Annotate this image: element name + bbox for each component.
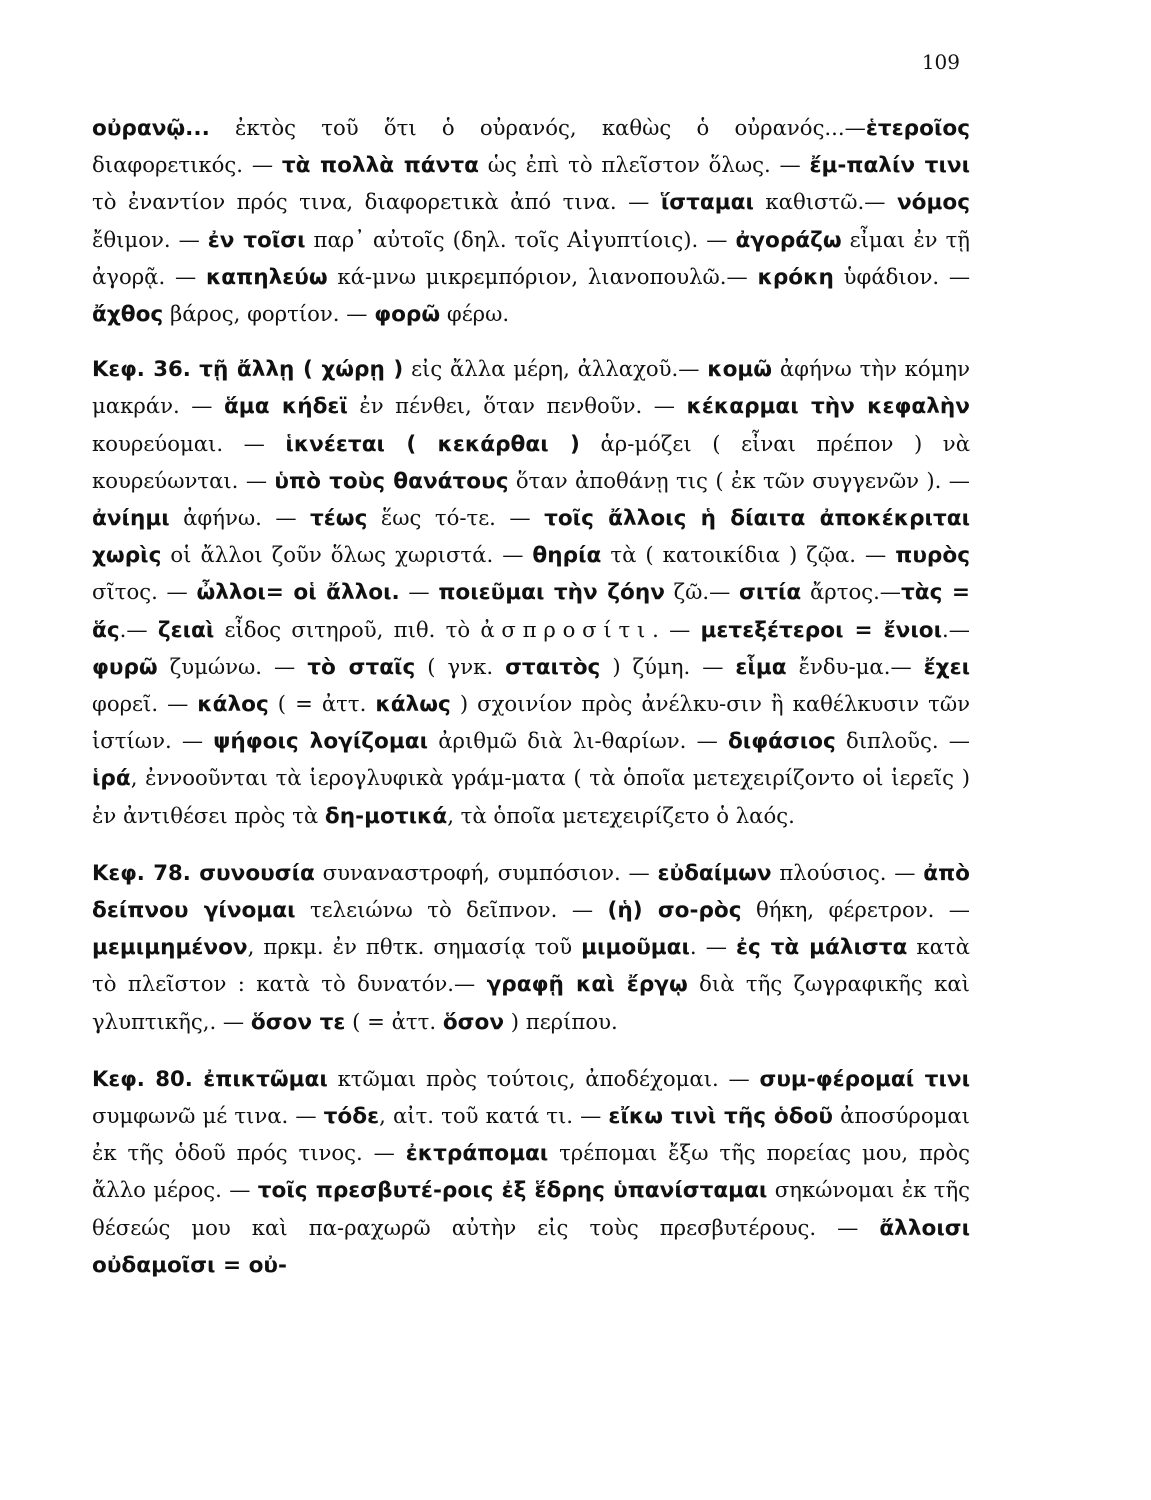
lemma-term: ἀπὸ δείπνου γίνομαι — [92, 860, 970, 924]
gloss-text: — — [399, 579, 439, 605]
lemma-term: ἅμα κήδεϊ — [223, 394, 348, 420]
gloss-text: κά-μνω μικρεμπόριον, λιανοπουλῶ.— — [327, 263, 758, 289]
gloss-text: ἐκτὸς τοῦ ὅτι ὁ οὐρανός, καθὼς ὁ οὐρανός...— — [209, 115, 866, 140]
lemma-term: φορῶ — [374, 302, 441, 328]
gloss-text: . — — [652, 616, 701, 642]
gloss-text: ἁρ-μόζει ( εἶναι πρέπον ) νὰ κουρεύωνται. — — [92, 430, 970, 493]
lemma-term: ὅσον τε — [250, 1009, 346, 1035]
lemma-term: τῇ ἄλλῃ ( χώρῃ ) — [199, 357, 404, 383]
lemma-term: φυρῶ — [92, 654, 158, 680]
gloss-text: .— — [942, 616, 970, 642]
gloss-text: πλούσιος. — — [771, 859, 924, 885]
gloss-text: διὰ τῆς ζωγραφικῆς καὶ γλυπτικῆς,. — — [92, 971, 970, 1034]
gloss-text: διπλοῦς. — — [835, 728, 970, 754]
lemma-term: συμ-φέρομαί τινι — [759, 1066, 970, 1092]
lemma-term: ὑπὸ τοὺς θανάτους — [274, 468, 509, 494]
gloss-text: ἕως τό-τε. — — [367, 505, 545, 531]
lemma-term: τοῖς ἄλλοις ἡ δίαιτα ἀποκέκριται χωρὶς — [92, 506, 970, 569]
page-number: 109 — [921, 50, 960, 74]
gloss-text: συμφωνῶ μέ τινα. — — [92, 1103, 324, 1129]
gloss-text: εἶμαι ἐν τῇ ἀγορᾷ. — — [92, 226, 970, 289]
lemma-term: σταιτὸς — [505, 654, 601, 680]
gloss-text: συναναστροφή, συμπόσιον. — — [314, 859, 658, 885]
commentary-paragraph-chapter-78 — [92, 855, 970, 1041]
gloss-text: ὅταν ἀποθάνῃ τις ( ἐκ τῶν συγγενῶν ). — — [508, 467, 970, 493]
lemma-term: μεμιμημένον — [92, 935, 248, 961]
lemma-term: τὰ πολλὰ πάντα — [281, 153, 479, 179]
gloss-text: σῖτος. — — [92, 579, 197, 605]
gloss-text: . — — [689, 934, 736, 960]
lemma-term: δη-μοτικά — [324, 803, 448, 829]
lemma-term: ψήφοις λογίζομαι — [213, 729, 429, 755]
lemma-term: ἔχει — [923, 654, 971, 680]
lemma-term: σιτία — [739, 580, 802, 606]
lemma-term: ὦλλοι= οἱ ἄλλοι. — [196, 580, 400, 606]
lemma-term: τὰς = ἅς — [92, 580, 970, 643]
lemma-term: θηρία — [532, 543, 602, 569]
lemma-term: νόμος — [896, 190, 971, 216]
lemma-term: κάλος — [197, 692, 269, 718]
gloss-text: ἔθιμον. — — [92, 226, 208, 252]
gloss-text: κουρεύομαι. — — [92, 430, 286, 456]
gloss-text: βάρος, φορτίον. — — [163, 301, 375, 327]
lemma-term: τὸ σταῖς — [307, 654, 416, 680]
gloss-text: ἄρτος.— — [801, 579, 901, 605]
lemma-term: ἐκτράπομαι — [405, 1141, 549, 1167]
gloss-text: ἔνδυ-μα.— — [786, 653, 924, 679]
gloss-text: ἐν πένθει, ὅταν πενθοῦν. — — [347, 393, 687, 419]
gloss-text: φέρω. — [440, 301, 510, 327]
lemma-term: διφάσιος — [727, 729, 836, 755]
chapter-heading: Κεφ. 36. — [92, 356, 200, 382]
gloss-text: τελειώνω τὸ δεῖπνον. — — [295, 897, 608, 923]
gloss-text: ζυμώνω. — — [157, 653, 308, 679]
gloss-text: τὰ ( κατοικίδια ) ζῷα. — — [601, 542, 896, 568]
gloss-text: , πρκμ. ἐν πθτκ. σημασίᾳ τοῦ — [247, 934, 582, 960]
lemma-term: κάλως — [375, 692, 451, 718]
gloss-text: ἀποσύρομαι ἐκ τῆς ὁδοῦ πρός τινος. — — [92, 1103, 970, 1166]
lemma-term: ἵσταμαι — [660, 190, 754, 216]
lemma-term: κομῶ — [707, 357, 773, 383]
gloss-text: διαφορετικός. — — [92, 152, 282, 178]
page-body — [92, 110, 970, 1306]
spaced-term: ἀσπροσίτι — [480, 616, 653, 642]
chapter-heading: Κεφ. 78. — [92, 859, 200, 885]
gloss-text: ὑφάδιον. — — [833, 263, 971, 289]
gloss-text: ) σχοινίον πρὸς ἀνέλκυ-σιν ἢ καθέλκυσιν τῶν ἱστίων. — — [92, 691, 970, 754]
lemma-term: κρόκη — [757, 264, 834, 290]
gloss-text: , αἰτ. τοῦ κατά τι. — — [379, 1103, 609, 1129]
lemma-term: ἄχθος — [92, 302, 164, 328]
lemma-term: ἐς τὰ μάλιστα — [735, 935, 908, 961]
lemma-term: εἷμα — [735, 654, 787, 680]
lemma-term: εἴκω τινὶ τῆς ὁδοῦ — [608, 1104, 833, 1130]
lemma-term: μιμοῦμαι — [581, 935, 690, 961]
gloss-text: εἶδος σιτηροῦ, πιθ. τὸ — [214, 616, 481, 642]
lemma-term: τέως — [310, 506, 368, 532]
gloss-text: ζῶ.— — [664, 579, 739, 605]
gloss-text: φορεῖ. — — [92, 691, 198, 717]
gloss-text: ) περίπου. — [504, 1008, 618, 1034]
gloss-text: ὡς ἐπὶ τὸ πλεῖστον ὅλως. — — [478, 152, 810, 178]
lemma-term: κέκαρμαι τὴν κεφαλὴν — [686, 394, 971, 420]
gloss-text: ( = ἀττ. — [345, 1008, 443, 1034]
lemma-term: τόδε — [323, 1104, 380, 1130]
lemma-term: ἑτεροῖος — [865, 116, 970, 141]
lemma-term: ἐν τοῖσι — [207, 227, 306, 253]
lemma-term: οὐρανῷ... — [92, 116, 210, 141]
gloss-text: τὸ ἐναντίον πρός τινα, διαφορετικὰ ἀπό τινα. — — [92, 189, 661, 215]
commentary-paragraph-chapter-36 — [92, 351, 970, 835]
lemma-term: ὅσον — [442, 1009, 505, 1035]
lemma-term: ἄλλοισι οὐδαμοῖσι = οὐ- — [92, 1215, 970, 1278]
gloss-text: κατὰ τὸ πλεῖστον : κατὰ τὸ δυνατόν.— — [92, 934, 970, 997]
gloss-text: θήκη, φέρετρον. — — [741, 897, 970, 923]
lemma-term: τοῖς πρεσβυτέ-ροις ἐξ ἕδρης ὑπανίσταμαι — [257, 1178, 768, 1204]
chapter-heading: Κεφ. 80. — [92, 1065, 204, 1091]
lemma-term: συνουσία — [199, 860, 315, 886]
lemma-term: ἔμ-παλίν τινι — [809, 153, 970, 179]
commentary-paragraph — [92, 110, 970, 333]
lemma-term: ἱρά — [92, 766, 131, 792]
lemma-term: ἐπικτῶμαι — [203, 1066, 328, 1092]
lemma-term: γραφῇ καὶ ἔργῳ — [486, 972, 688, 998]
lemma-term: ποιεῦμαι τὴν ζόην — [438, 580, 665, 606]
lemma-term: πυρὸς — [895, 543, 971, 569]
gloss-text: σηκώνομαι ἐκ τῆς θέσεώς μου καὶ πα-ραχωρῶ αὐτὴν εἰς τοὺς πρεσβυτέρους. — — [92, 1177, 971, 1240]
gloss-text: κτῶμαι πρὸς τούτοις, ἀποδέχομαι. — — [327, 1065, 760, 1091]
gloss-text: ἀφήνω. — — [169, 505, 310, 531]
gloss-text: , ἐννοοῦνται τὰ ἱερογλυφικὰ γράμ-ματα ( τὰ ὁποῖα μετεχειρίζοντο οἱ ἱερεῖς ) ἐν ἀντιθέσει πρὸς τὰ — [92, 765, 970, 828]
gloss-text: καθιστῶ.— — [753, 189, 897, 215]
gloss-text: παρ᾽ αὐτοῖς (δηλ. τοῖς Αἰγυπτίοις). — — [305, 226, 736, 252]
lemma-term: ἱκνέεται ( κεκάρθαι ) — [285, 431, 580, 457]
lemma-term: ἀνίημι — [92, 506, 170, 532]
gloss-text: ( γνκ. — [415, 653, 506, 679]
gloss-text: ( = ἀττ. — [268, 691, 376, 717]
commentary-paragraph-chapter-80 — [92, 1061, 970, 1284]
gloss-text: εἰς ἄλλα μέρη, ἀλλαχοῦ.— — [403, 356, 708, 382]
lemma-term: μετεξέτεροι = ἔνιοι — [700, 617, 943, 643]
gloss-text: τρέπομαι ἔξω τῆς πορείας μου, πρὸς ἄλλο μέρος. — — [92, 1140, 970, 1203]
lemma-term: ζειαὶ — [157, 617, 215, 643]
gloss-text: οἱ ἄλλοι ζοῦν ὅλως χωριστά. — — [161, 542, 533, 568]
lemma-term: ἀγοράζω — [735, 227, 842, 253]
gloss-text: , τὰ ὁποῖα μετεχειρίζετο ὁ λαός. — [447, 802, 795, 828]
lemma-term: (ἡ) σο-ρὸς — [607, 898, 742, 924]
lemma-term: εὐδαίμων — [657, 860, 772, 886]
gloss-text: ἀριθμῶ διὰ λι-θαρίων. — — [428, 728, 728, 754]
lemma-term: καπηλεύω — [205, 264, 328, 290]
gloss-text: ἀφήνω τὴν κόμην μακράν. — — [92, 356, 970, 419]
gloss-text: .— — [119, 616, 158, 642]
gloss-text: ) ζύμη. — — [600, 653, 736, 679]
